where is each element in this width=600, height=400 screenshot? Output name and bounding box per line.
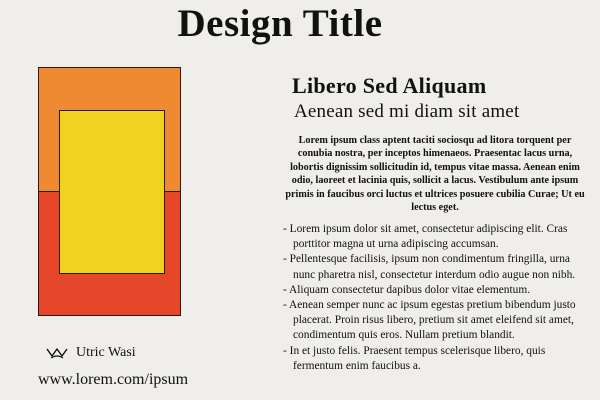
crown-wave-icon xyxy=(46,346,68,360)
design-title: Design Title xyxy=(177,2,383,45)
bullet-item: - In et justo felis. Praesent tempus scelerisque libero, quis fermentum enim faucibus a. xyxy=(283,344,593,374)
color-block-artwork xyxy=(38,67,181,316)
bullet-list xyxy=(283,222,593,374)
section-heading: Libero Sed Aliquam xyxy=(292,73,487,98)
website-link[interactable]: www.lorem.com/ipsum xyxy=(38,371,189,388)
yellow-panel xyxy=(59,110,165,274)
section-subheading: Aenean sed mi diam sit amet xyxy=(294,101,520,122)
bullet-item: - Aenean semper nunc ac ipsum egestas pretium bibendum justo placerat. Proin risus libero, pretium sit amet eleifend sit amet, condimentum quis eros. Nullam pretium blandit. xyxy=(283,298,593,344)
intro-paragraph: Lorem ipsum class aptent taciti sociosqu ad litora torquent per conubia nostra, per inceptos himenaeos. Praesentac lacus urna, lobortis dignissim sollicitudin id, tempus vitae massa. Aenean enim odio, laoreet et lacinia quis, sollicit a lacus. Vestibulum ante ipsum primis in faucibus orci luctus et ultrices posuere cubilia Curae; Ut eu lectus eget. xyxy=(285,135,585,214)
brand-name: Utric Wasi xyxy=(76,345,136,360)
bullet-item: - Lorem ipsum dolor sit amet, consectetur adipiscing elit. Cras porttitor magna ut urna adipiscing accumsan. xyxy=(283,222,593,252)
bullet-item: - Aliquam consectetur dapibus dolor vitae elementum. xyxy=(283,283,593,298)
bullet-item: - Pellentesque facilisis, ipsum non condimentum fringilla, urna nunc pharetra nisl, consectetur interdum odio augue non nibh. xyxy=(283,252,593,282)
brand-logo xyxy=(46,345,136,361)
